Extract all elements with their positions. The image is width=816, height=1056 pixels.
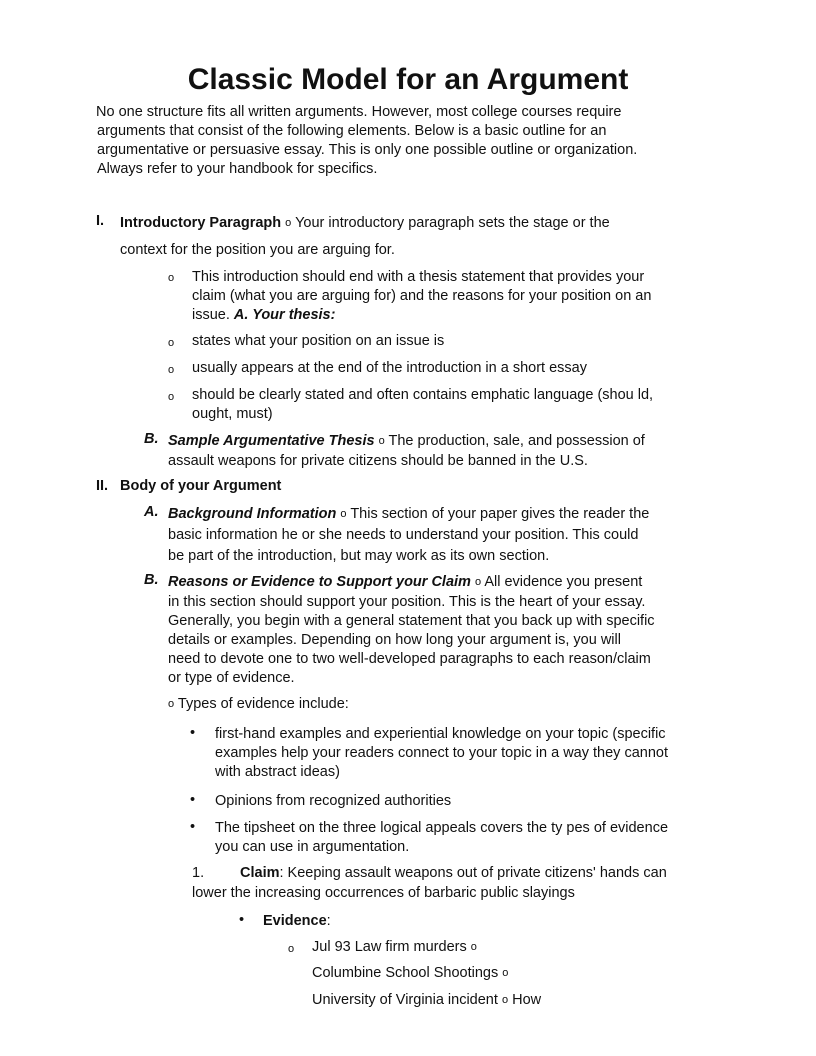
section-numeral: II.: [96, 478, 109, 494]
subsection-line: Reasons or Evidence to Support your Claim o All evidence you present: [168, 574, 643, 590]
section-text: Your introductory paragraph sets the stage or the: [295, 215, 610, 231]
section-heading: Introductory Paragraph: [120, 215, 282, 231]
circle-bullet-icon: o: [168, 364, 175, 376]
subsection-text: be part of the introduction, but may work as its own section.: [168, 548, 550, 564]
circle-bullet-icon: o: [168, 272, 175, 284]
intro-line: Always refer to your handbook for specifics.: [97, 161, 378, 177]
intro-line: No one structure fits all written arguments. However, most college courses require: [96, 104, 622, 120]
list-item-text: issue. A. Your thesis:: [192, 307, 336, 323]
dot-bullet-icon: •: [190, 725, 196, 741]
list-item-text: examples help your readers connect to your topic in a way they cannot: [215, 745, 668, 761]
intro-line: arguments that consist of the following elements. Below is a basic outline for an: [97, 123, 607, 139]
claim-line: Claim: Keeping assault weapons out of private citizens' hands can: [240, 865, 667, 881]
page-title: Classic Model for an Argument: [187, 63, 629, 96]
subsection-text: in this section should support your position. This is the heart of your essay.: [168, 594, 646, 610]
list-item-text: with abstract ideas): [215, 764, 340, 780]
subsection-text: details or examples. Depending on how long your argument is, you will: [168, 632, 621, 648]
section-heading: Body of your Argument: [120, 478, 282, 494]
subsection-letter: B.: [144, 431, 159, 447]
list-item-text: first-hand examples and experiential knowledge on your topic (specific: [215, 726, 666, 742]
list-item-text: Opinions from recognized authorities: [215, 793, 452, 809]
list-item-text: ought, must): [192, 406, 273, 422]
types-label-line: [168, 696, 349, 712]
section-text: context for the position you are arguing for.: [120, 242, 395, 258]
list-item-text: you can use in argumentation.: [215, 839, 410, 855]
intro-line: argumentative or persuasive essay. This is only one possible outline or organization.: [97, 142, 638, 158]
circle-bullet-icon: o: [501, 994, 509, 1006]
claim-number: 1.: [192, 865, 205, 881]
dot-bullet-icon: •: [239, 912, 245, 928]
claim-label: Claim: [240, 865, 280, 881]
evidence-item: Jul 93 Law firm murders o: [312, 939, 477, 955]
circle-bullet-icon: o: [378, 435, 385, 447]
list-item-text: This introduction should end with a thesis statement that provides your: [192, 269, 645, 285]
circle-bullet-icon: o: [168, 391, 175, 403]
circle-bullet-icon: o: [168, 698, 175, 710]
subsection-text: need to devote one to two well-developed paragraphs to each reason/claim: [168, 651, 651, 667]
subsection-letter: A.: [144, 504, 159, 520]
subsection-text: assault weapons for private citizens should be banned in the U.S.: [168, 453, 588, 469]
section-numeral: I.: [96, 213, 105, 229]
list-item-text: should be clearly stated and often contains emphatic language (shou ld,: [192, 387, 654, 403]
circle-bullet-icon: o: [474, 576, 482, 588]
evidence-item: University of Virginia incident o How: [312, 992, 542, 1008]
subsection-line: Background Information o This section of your paper gives the reader the: [168, 506, 650, 522]
section-heading-line: [120, 215, 610, 231]
circle-bullet-icon: o: [470, 941, 477, 953]
subsection-letter: B.: [144, 572, 159, 588]
circle-bullet-icon: o: [288, 943, 295, 955]
evidence-label: Evidence: [263, 913, 327, 929]
subsection-heading: Reasons or Evidence to Support your Claim: [168, 574, 471, 590]
circle-bullet-icon: o: [340, 508, 347, 520]
list-item-text: The tipsheet on the three logical appeals covers the ty pes of evidence: [215, 820, 669, 836]
evidence-line: Evidence:: [263, 913, 331, 929]
dot-bullet-icon: •: [190, 792, 196, 808]
types-label: Types of evidence include:: [177, 696, 349, 712]
circle-bullet-icon: o: [285, 217, 292, 229]
subsection-text: or type of evidence.: [168, 670, 295, 686]
list-item-text: usually appears at the end of the introduction in a short essay: [192, 360, 587, 376]
dot-bullet-icon: •: [190, 819, 196, 835]
subsection-line: Sample Argumentative Thesis o The production, sale, and possession of: [168, 433, 645, 449]
list-item-text: claim (what you are arguing for) and the reasons for your position on an: [192, 288, 652, 304]
subsection-text: basic information he or she needs to understand your position. This could: [168, 527, 639, 543]
subsection-heading: Background Information: [168, 506, 337, 522]
subsection-label: A. Your thesis:: [233, 307, 336, 323]
circle-bullet-icon: o: [168, 337, 175, 349]
claim-text: lower the increasing occurrences of barbaric public slayings: [192, 885, 575, 901]
list-item-text: states what your position on an issue is: [192, 333, 445, 349]
evidence-item: Columbine School Shootings o: [312, 965, 509, 981]
circle-bullet-icon: o: [502, 967, 509, 979]
subsection-text: Generally, you begin with a general statement that you back up with specific: [168, 613, 655, 629]
subsection-heading: Sample Argumentative Thesis: [168, 433, 375, 449]
